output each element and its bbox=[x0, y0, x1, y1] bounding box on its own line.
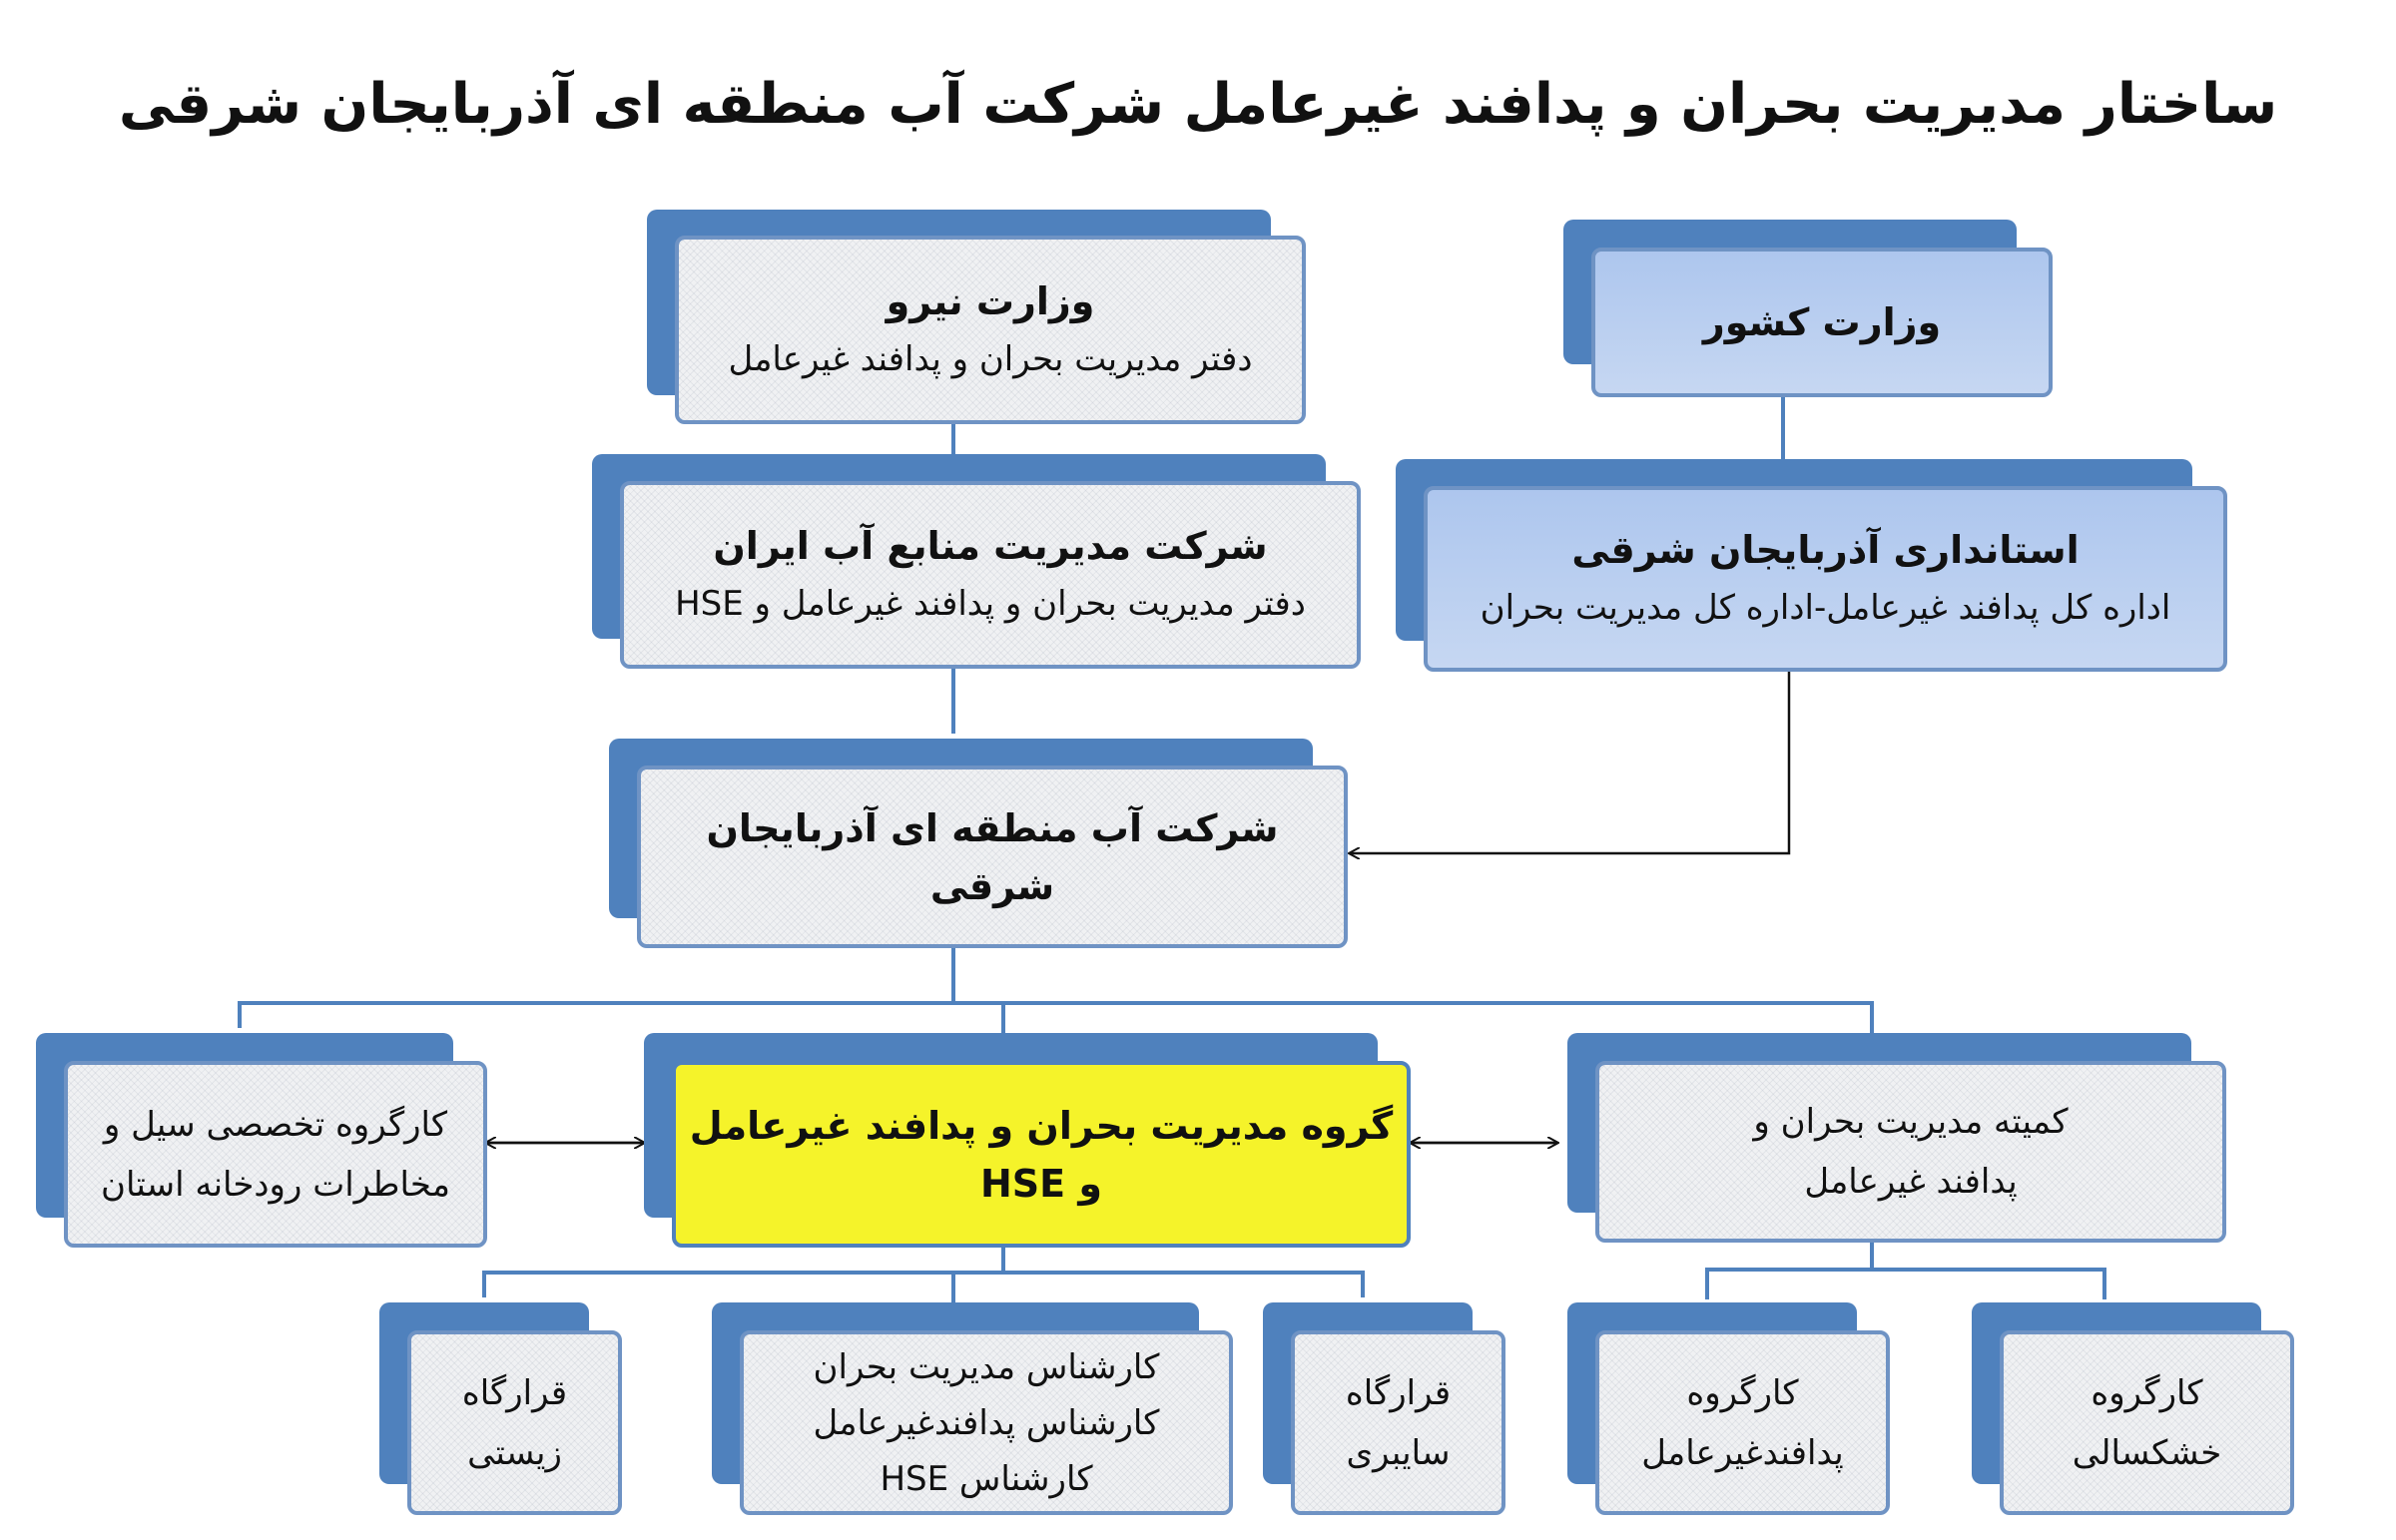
node-line-1: قرارگاه bbox=[1345, 1372, 1452, 1413]
node-title: وزارت کشور bbox=[1702, 300, 1942, 344]
line-regional-to-row bbox=[240, 948, 953, 1028]
node-box bbox=[620, 481, 1361, 669]
node-box bbox=[407, 1330, 622, 1515]
line-group-to-children bbox=[484, 1248, 1003, 1297]
node-box bbox=[1595, 1061, 2226, 1243]
node-title: شرکت آب منطقه ای آذربایجان شرقی bbox=[706, 805, 1279, 908]
line-group-to-cyber bbox=[1003, 1273, 1363, 1297]
node-box bbox=[64, 1061, 487, 1248]
node-line-1: کارگروه bbox=[1686, 1372, 1799, 1413]
node-title: وزارت نیرو bbox=[886, 278, 1095, 323]
node-box bbox=[1595, 1330, 1890, 1515]
node-crisis-committee bbox=[1567, 1033, 2226, 1243]
node-box bbox=[2000, 1330, 2294, 1515]
node-ministry-energy bbox=[647, 210, 1306, 424]
node-crisis-group bbox=[644, 1033, 1411, 1248]
node-line-2: سایبری bbox=[1346, 1432, 1451, 1473]
node-experts bbox=[712, 1302, 1233, 1515]
node-subtitle: دفتر مدیریت بحران و پدافند غیرعامل bbox=[728, 338, 1253, 379]
node-governorate bbox=[1396, 459, 2227, 672]
node-box bbox=[1591, 248, 2053, 397]
node-box bbox=[637, 766, 1348, 948]
page-title: ساختار مدیریت بحران و پدافند غیرعامل شرکت آب منطقه ای آذربایجان شرقی bbox=[118, 72, 2278, 137]
arrow-governorate-to-regional bbox=[1350, 672, 1789, 853]
node-line-2: مخاطرات رودخانه استان bbox=[101, 1164, 450, 1205]
node-title: استانداری آذربایجان شرقی bbox=[1571, 528, 2080, 572]
node-subtitle: دفتر مدیریت بحران و پدافند غیرعامل و HSE bbox=[675, 584, 1306, 624]
node-passive-workgroup bbox=[1567, 1302, 1890, 1515]
node-line-1: کمیته مدیریت بحران و bbox=[1753, 1102, 2069, 1142]
node-line-1: کارگروه تخصصی سیل و bbox=[103, 1104, 448, 1145]
node-line-2: خشکسالی bbox=[2072, 1432, 2222, 1473]
node-box bbox=[1424, 486, 2227, 672]
node-title: شرکت مدیریت منابع آب ایران bbox=[713, 524, 1268, 568]
node-ministry-interior bbox=[1563, 220, 2053, 397]
node-box bbox=[675, 236, 1306, 424]
node-line-1: کارشناس مدیریت بحران bbox=[813, 1346, 1160, 1387]
node-line-1: کارگروه bbox=[2091, 1372, 2203, 1413]
node-regional-water bbox=[609, 739, 1348, 948]
line-committee-to-children bbox=[1707, 1243, 1872, 1299]
node-title: گروه مدیریت بحران و پدافند غیرعامل و HSE bbox=[689, 1103, 1394, 1206]
node-line-2: زیستی bbox=[467, 1432, 562, 1473]
node-box bbox=[740, 1330, 1233, 1515]
node-line-2: پدافندغیرعامل bbox=[1641, 1432, 1844, 1473]
node-box bbox=[672, 1061, 1411, 1248]
node-line-1: قرارگاه bbox=[461, 1372, 568, 1413]
node-line-3: کارشناس HSE bbox=[880, 1458, 1093, 1499]
node-line-2: پدافند غیرعامل bbox=[1804, 1162, 2018, 1202]
node-flood-workgroup bbox=[36, 1033, 487, 1248]
node-drought-workgroup bbox=[1972, 1302, 2294, 1515]
node-box bbox=[1291, 1330, 1505, 1515]
node-iran-water bbox=[592, 454, 1361, 669]
node-subtitle: اداره کل پدافند غیرعامل-اداره کل مدیریت بحران bbox=[1480, 588, 2171, 628]
node-cyber-base bbox=[1263, 1302, 1505, 1515]
node-line-2: کارشناس پدافندغیرعامل bbox=[813, 1402, 1160, 1443]
node-bio-base bbox=[379, 1302, 622, 1515]
line-committee-to-drought bbox=[1872, 1270, 2104, 1299]
